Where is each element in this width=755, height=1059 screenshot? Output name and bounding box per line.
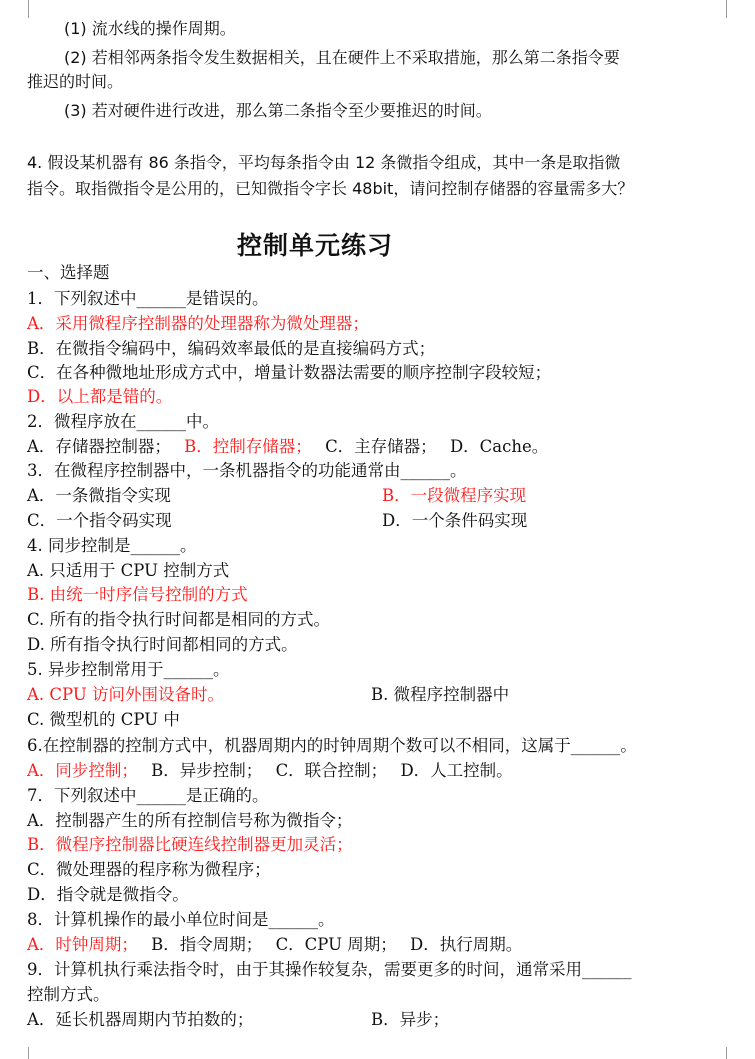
option: D．人工控制。 — [400, 761, 513, 780]
question-stem: 5. 异步控制常用于______。 — [27, 660, 230, 679]
option: C. 所有的指令执行时间都是相同的方式。 — [27, 610, 331, 629]
option-row — [27, 760, 513, 782]
option: B．异步控制； — [151, 761, 263, 780]
option: D．Cache。 — [449, 437, 549, 456]
option: B. 微程序控制器中 — [371, 685, 510, 704]
option-row — [27, 934, 522, 956]
option: B．在微指令编码中，编码效率最低的是直接编码方式； — [27, 339, 436, 358]
option: A．存储器控制器； — [27, 437, 171, 456]
option: D．执行周期。 — [410, 935, 523, 954]
answer-option: B. 由统一时序信号控制的方式 — [27, 585, 248, 604]
answer-option: B．一段微程序实现 — [382, 486, 527, 505]
answer-option: D．以上都是错的。 — [27, 387, 173, 406]
option: C．联合控制； — [275, 761, 388, 780]
option: D. 所有指令执行时间都相同的方式。 — [27, 635, 298, 654]
option: B．指令周期； — [151, 935, 263, 954]
option: C．在各种微地址形成方式中，增量计数器法需要的顺序控制字段较短； — [27, 363, 552, 382]
page-corner-mark — [726, 0, 755, 18]
question-text: 推迟的时间。 — [27, 72, 124, 91]
question-text: 4. 假设某机器有 86 条指令，平均每条指令由 12 条微指令组成，其中一条是取指微 — [27, 153, 621, 172]
option: A．控制器产生的所有控制信号称为微指令； — [27, 811, 353, 830]
question-stem: 控制方式。 — [27, 985, 110, 1004]
question-stem: 2．微程序放在______中。 — [27, 412, 219, 431]
question-text: (2) 若相邻两条指令发生数据相关，且在硬件上不采取措施，那么第二条指令要 — [64, 48, 620, 67]
option: A. 只适用于 CPU 控制方式 — [27, 561, 230, 580]
question-stem: 1．下列叙述中______是错误的。 — [27, 289, 269, 308]
part-heading: 一、选择题 — [27, 263, 110, 282]
question-text: (1) 流水线的操作周期。 — [64, 19, 236, 38]
question-stem: 4. 同步控制是______。 — [27, 536, 197, 555]
option: D．一个条件码实现 — [382, 511, 528, 530]
question-stem: 7．下列叙述中______是正确的。 — [27, 786, 269, 805]
question-stem: 6.在控制器的控制方式中，机器周期内的时钟周期个数可以不相同，这属于______。 — [27, 736, 637, 755]
option: C．主存储器； — [325, 437, 437, 456]
option: A．一条微指令实现 — [27, 486, 171, 505]
answer-option: A. CPU 访问外围设备时。 — [27, 685, 224, 704]
option: C．CPU 周期； — [275, 935, 397, 954]
answer-option: B．微程序控制器比硬连线控制器更加灵活； — [27, 835, 353, 854]
answer-option: A．同步控制； — [27, 761, 138, 780]
answer-option: A．时钟周期； — [27, 935, 138, 954]
page-corner-mark — [0, 0, 29, 18]
question-stem: 3．在微程序控制器中，一条机器指令的功能通常由______。 — [27, 461, 467, 480]
page-corner-mark — [0, 1047, 29, 1059]
option: C．一个指令码实现 — [27, 511, 172, 530]
answer-option: B．控制存储器； — [184, 437, 312, 456]
question-text: 指令。取指微指令是公用的，已知微指令字长 48bit，请问控制存储器的容量需多大？ — [27, 179, 634, 198]
page-corner-mark — [726, 1047, 755, 1059]
option: A．延长机器周期内节拍数的； — [27, 1010, 254, 1029]
option: D．指令就是微指令。 — [27, 885, 189, 904]
answer-option: A．采用微程序控制器的处理器称为微处理器； — [27, 314, 369, 333]
section-title: 控制单元练习 — [236, 231, 393, 260]
question-stem: 9．计算机执行乘法指令时，由于其操作较复杂，需要更多的时间，通常采用______ — [27, 960, 632, 979]
option-row — [27, 436, 548, 458]
question-text: (3) 若对硬件进行改进，那么第二条指令至少要推迟的时间。 — [64, 101, 492, 120]
option: B．异步； — [371, 1010, 450, 1029]
option: C. 微型机的 CPU 中 — [27, 710, 180, 729]
option: C．微处理器的程序称为微程序； — [27, 860, 271, 879]
question-stem: 8．计算机操作的最小单位时间是______。 — [27, 910, 335, 929]
